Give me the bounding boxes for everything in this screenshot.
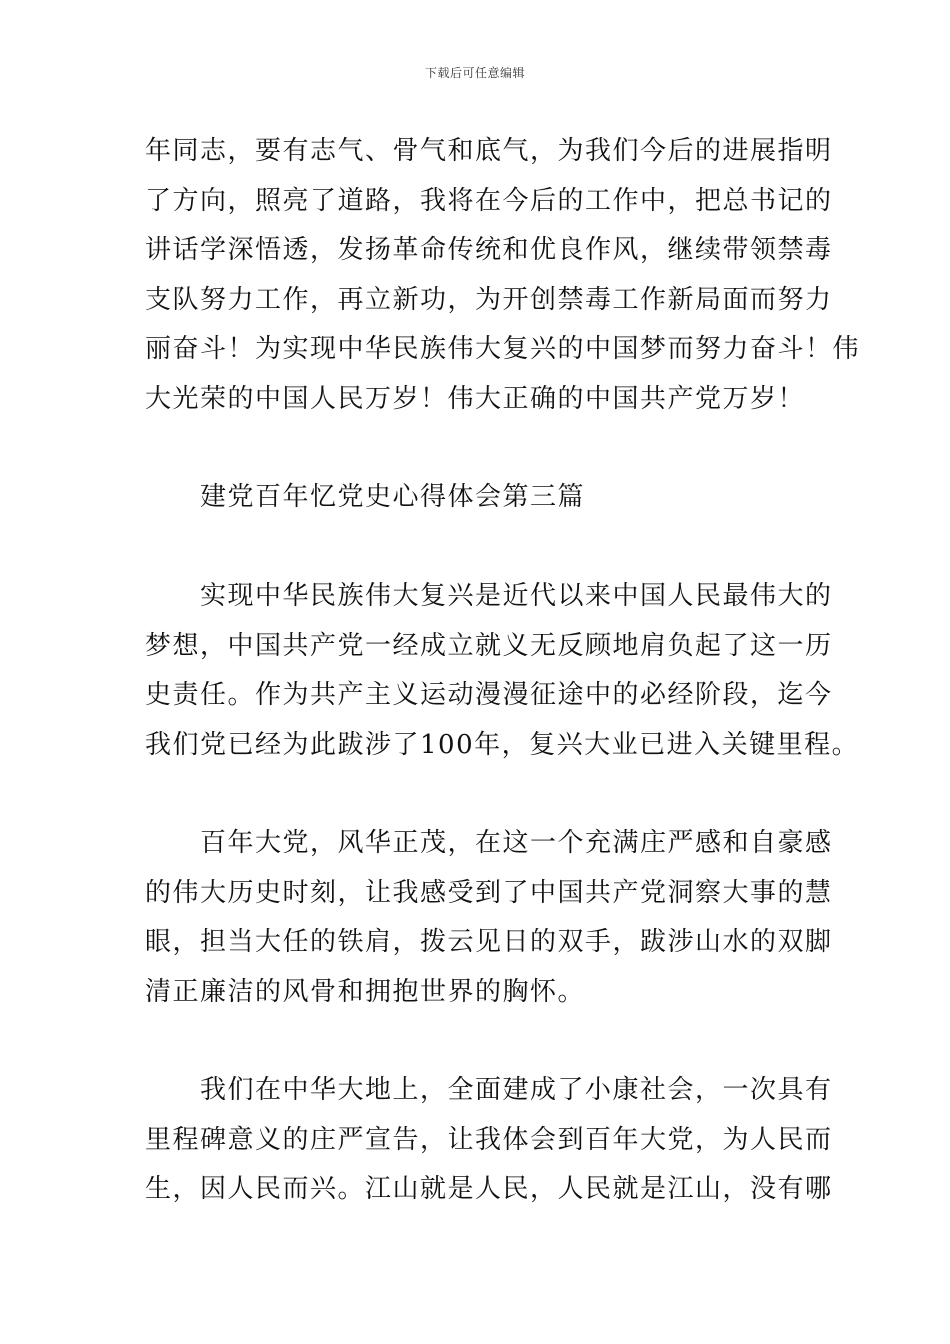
paragraph-line: 梦想，中国共产党一经成立就义无反顾地肩负起了这一历 xyxy=(145,630,833,661)
section-heading xyxy=(145,473,810,523)
paragraph-continuation xyxy=(145,127,861,424)
paragraph-line: 眼，担当大任的铁肩，拨云见日的双手，跋涉山水的双脚 xyxy=(145,927,833,957)
paragraph-line: 年同志，要有志气、骨气和底气，为我们今后的进展指明 xyxy=(145,136,833,166)
paragraph-line: 清正廉洁的风骨和拥抱世界的胸怀。 xyxy=(145,976,586,1007)
paragraph xyxy=(145,572,860,770)
paragraph-line: 生，因人民而兴。江山就是人民，人民就是江山，没有哪 xyxy=(145,1174,833,1204)
paragraph-line: 里程碑意义的庄严宣告，让我体会到百年大党，为人民而 xyxy=(145,1124,833,1155)
section-heading-text: 建党百年忆党史心得体会第三篇 xyxy=(145,482,586,512)
paragraph-line: 的伟大历史时刻，让我感受到了中国共产党洞察大事的慧 xyxy=(145,877,833,908)
paragraph xyxy=(145,819,833,1017)
paragraph xyxy=(145,1066,833,1215)
paragraph-line: 实现中华民族伟大复兴是近代以来中国人民最伟大的 xyxy=(145,581,833,611)
paragraph-line: 了方向，照亮了道路，我将在今后的工作中，把总书记的 xyxy=(145,185,833,216)
paragraph-line: 我们党已经为此跋涉了100年，复兴大业已进入关键里程。 xyxy=(145,729,860,760)
paragraph-line: 支队努力工作，再立新功，为开创禁毒工作新局面而努力 xyxy=(145,284,833,315)
paragraph-line: 讲话学深悟透，发扬革命传统和优良作风，继续带领禁毒 xyxy=(145,235,833,265)
paragraph-line: 史责任。作为共产主义运动漫漫征途中的必经阶段，迄今 xyxy=(145,680,833,710)
paragraph-line: 丽奋斗！为实现中华民族伟大复兴的中国梦而努力奋斗！伟 xyxy=(145,334,861,364)
paragraph-line: 我们在中华大地上，全面建成了小康社会，一次具有 xyxy=(145,1075,833,1105)
page-header-note: 下载后可任意编辑 xyxy=(424,66,525,80)
paragraph-line: 百年大党，风华正茂，在这一个充满庄严感和自豪感 xyxy=(145,828,833,858)
paragraph-line: 大光荣的中国人民万岁！伟大正确的中国共产党万岁！ xyxy=(145,383,806,414)
